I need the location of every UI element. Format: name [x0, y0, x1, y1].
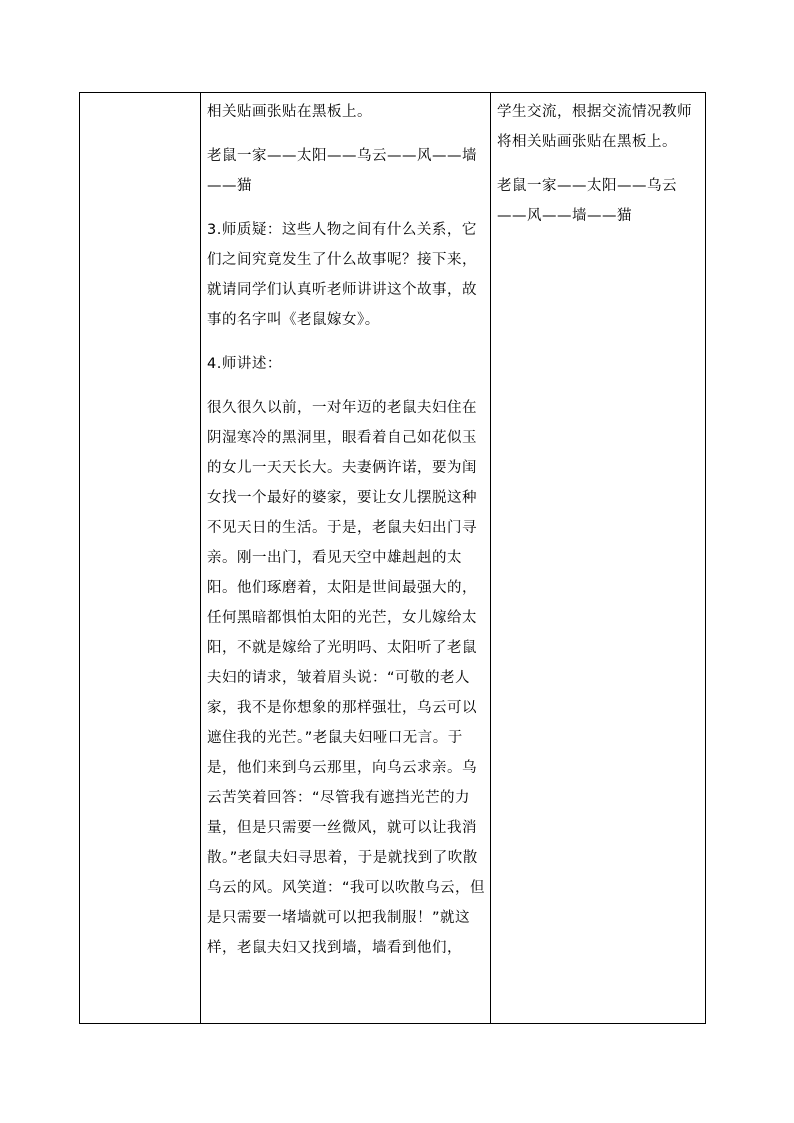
teacher-activity-text [207, 97, 485, 963]
student-paragraph-2: 老鼠一家——太阳——乌云——风——墙——猫 [497, 178, 677, 224]
teacher-paragraph-4: 4.师讲述： [207, 356, 282, 372]
student-activity-text [497, 97, 701, 231]
stage-cell [80, 93, 201, 1024]
teacher-paragraph-5: 很久很久以前，一对年迈的老鼠夫妇住在阴湿寒冷的黑洞里，眼看着自己如花似玉的女儿一天天长大。夫妻俩许诺，要为闺女找一个最好的婆家，要让女儿摆脱这种不见天日的生活。于是，老鼠夫妇出门寻亲。刚一出门，看见天空中雄赳赳的太阳。他们琢磨着，太阳是世间最强大的，任何黑暗都惧怕太阳的光芒，女儿嫁给太阳，不就是嫁给了光明吗、太阳听了老鼠夫妇的请求，皱着眉头说：“可敬的老人家，我不是你想象的那样强壮，乌云可以遮住我的光芒。”老鼠夫妇哑口无言。于是，他们来到乌云那里，向乌云求亲。乌云苦笑着回答：“尽管我有遮挡光芒的力量，但是只需要一丝微风，就可以让我消散。”老鼠夫妇寻思着，于是就找到了吹散乌云的风。风笑道：“我可以吹散乌云，但是只需要一堵墙就可以把我制服！”就这样，老鼠夫妇又找到墙，墙看到他们， [207, 400, 486, 956]
teacher-paragraph-3: 3.师质疑：这些人物之间有什么关系，它们之间究竟发生了什么故事呢？接下来，就请同学们认真听老师讲讲这个故事，故事的名字叫《老鼠嫁女》。 [207, 222, 477, 328]
teacher-paragraph-1: 相关贴画张贴在黑板上。 [207, 104, 372, 120]
teacher-paragraph-2: 老鼠一家——太阳——乌云——风——墙——猫 [207, 148, 477, 194]
student-activity-cell [491, 93, 706, 1024]
student-paragraph-1: 学生交流，根据交流情况教师将相关贴画张贴在黑板上。 [497, 104, 692, 150]
